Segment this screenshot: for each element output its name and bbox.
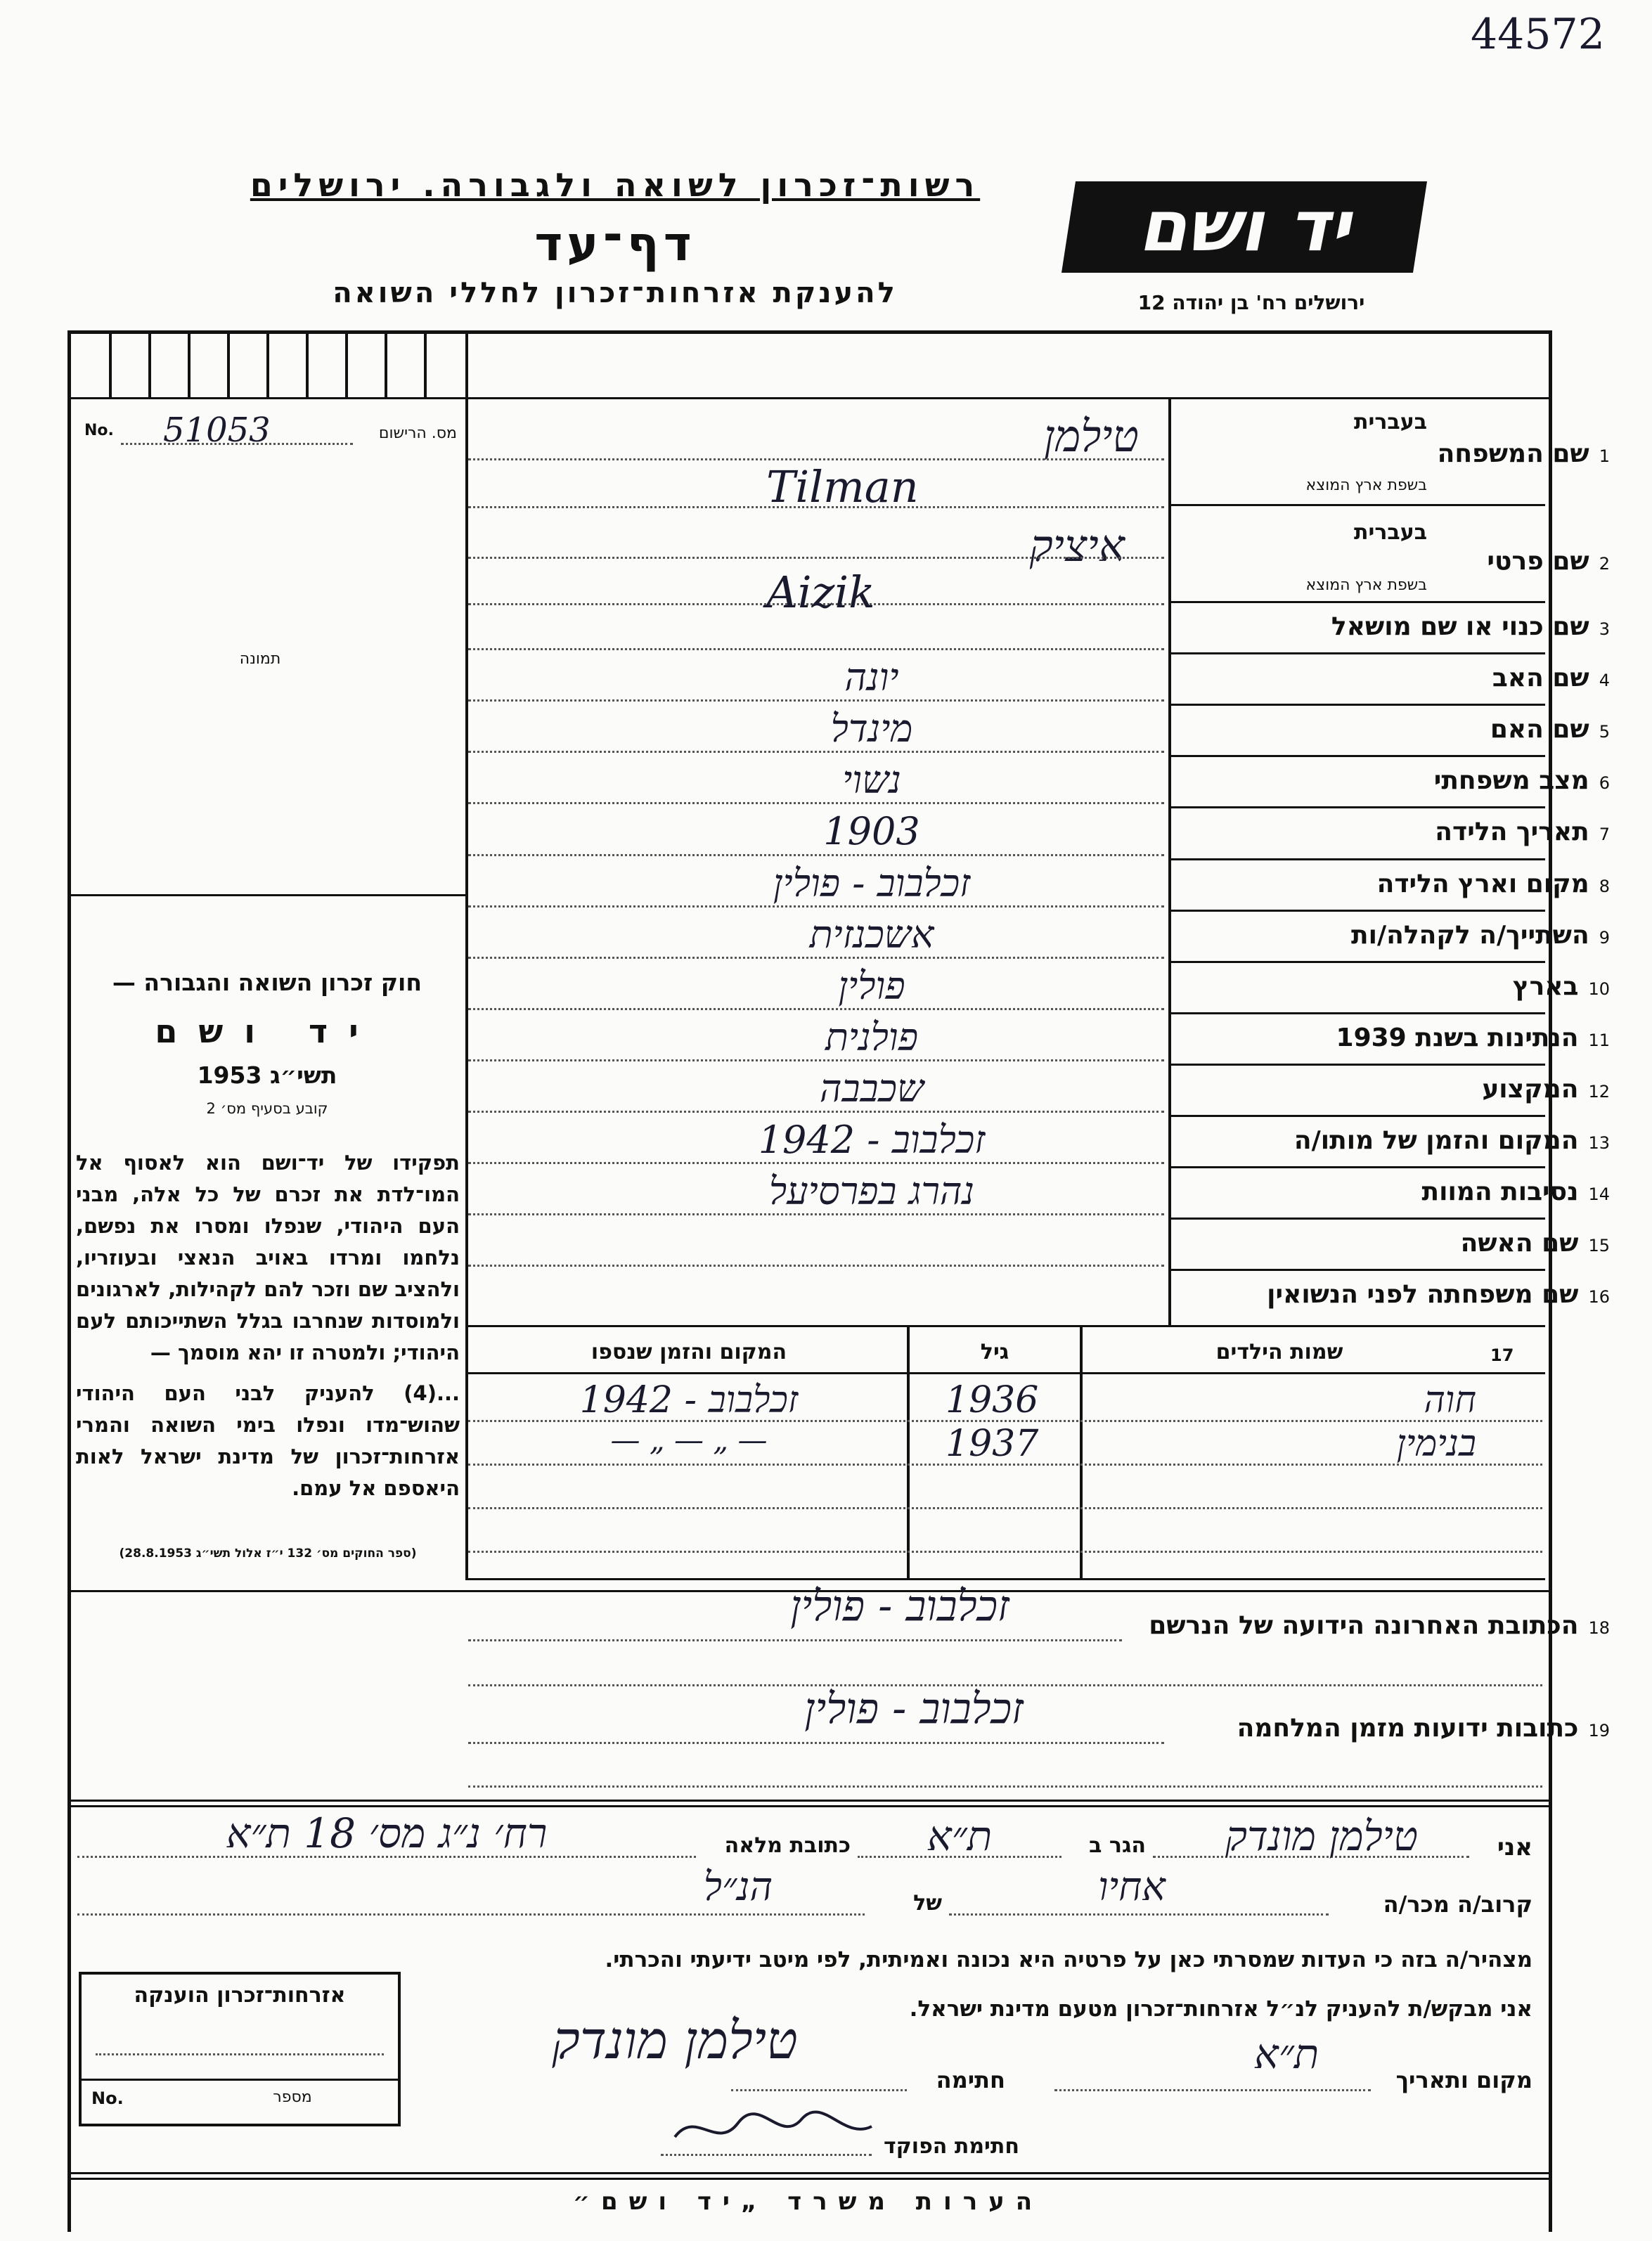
field-1-value: טילמן <box>1043 411 1139 462</box>
field-7-label <box>1435 818 1610 846</box>
field-2-sub-bottom: בשפת ארץ המוצא <box>1305 576 1427 594</box>
field-9-text: השתייך/ה לקהלה/ות <box>1351 920 1589 950</box>
field-10-text: בארץ <box>1512 971 1579 1001</box>
place-date-value: ת״א <box>1253 2030 1319 2078</box>
field-6-value: נשוי <box>842 758 901 803</box>
child-1-place: זכלבוב - 1942 <box>579 1379 799 1421</box>
child-2-age: 1937 <box>946 1423 1039 1465</box>
field-4-value: יונה <box>844 655 899 700</box>
field-12-label <box>1482 1075 1610 1104</box>
grant-box <box>79 1972 401 2126</box>
declarant-address: רח׳ נ״ג מס׳ 18 ת״א <box>226 1809 548 1857</box>
field-9-label <box>1351 921 1610 950</box>
grant-box-no: No. <box>91 2088 124 2108</box>
field-3-num: 3 <box>1599 619 1610 639</box>
field-3-text: שם כנוי או שם מושאל <box>1331 612 1589 641</box>
field-2-num: 2 <box>1599 554 1610 574</box>
law-title: חוק זכרון השואה והגבורה — <box>112 969 422 996</box>
field-1-num: 1 <box>1599 446 1610 466</box>
field-2-value-latin: Aizik <box>766 567 875 618</box>
field-8-text: מקום וארץ הלידה <box>1376 869 1589 898</box>
field-12-value: שכבבה <box>819 1066 924 1111</box>
field-13-num: 13 <box>1588 1133 1610 1153</box>
child-2-name: בנימין <box>1396 1423 1476 1465</box>
field-10-label <box>1513 972 1610 1001</box>
field-7-num: 7 <box>1599 825 1610 845</box>
field-15-num: 15 <box>1588 1236 1610 1256</box>
field-16-text: שם משפחתה לפני הנשואין <box>1267 1280 1579 1310</box>
field-11-num: 11 <box>1588 1030 1610 1050</box>
field-13-label <box>1294 1126 1610 1155</box>
field-18-value: זכלבוב - פולין <box>790 1582 1009 1631</box>
field-1-label <box>1438 439 1610 468</box>
law-citation: (ספר החוקים מס׳ 132 י״ז אלול תשי״ג 28.8.1953) <box>119 1546 417 1561</box>
field-14-label <box>1422 1177 1610 1206</box>
field-11-value: פולנית <box>825 1014 919 1059</box>
field-12-num: 12 <box>1588 1081 1610 1102</box>
field-4-text: שם האב <box>1492 664 1589 693</box>
declarant-city: ת״א <box>927 1812 993 1860</box>
field-14-num: 14 <box>1588 1184 1610 1205</box>
code-boxes-grid <box>71 334 465 397</box>
declaration-text: מצהיר/ה בזה כי העדות שמסרתי כאן על פרטיה היא נכונה ואמיתית, לפי מיטב ידיעתי והכרתי. <box>605 1947 1532 1972</box>
grant-box-title: אזרחות־זכרון הוענקה <box>134 1983 346 2008</box>
signature-value: טילמן מונדק <box>552 2010 798 2071</box>
law-text-2: ...(4) להעניק לבני העם היהודי שהוש־מדו ונפלו בימי השואה והמרי אזרחות־זכרון של מדינת ישראל לאות היאספם אל עמם. <box>76 1381 460 1500</box>
field-4-num: 4 <box>1599 671 1610 691</box>
form-title: דף־עד <box>534 217 696 272</box>
commissioner-label: חתימת הפוקד <box>884 2134 1019 2159</box>
field-5-value: מינדל <box>830 706 913 751</box>
registration-label-he: מס. הרישום <box>378 425 457 442</box>
field-12-text: המקצוע <box>1482 1074 1579 1104</box>
field-1-text: שם המשפחה <box>1437 439 1589 468</box>
field-11-label <box>1336 1023 1610 1052</box>
field-9-value: אשכנזית <box>809 912 934 957</box>
field-13-text: המקום והזמן של מותו/ה <box>1293 1126 1579 1155</box>
yad-vashem-logo <box>1061 181 1427 273</box>
law-clause: קובע בסעיף מס׳ 2 <box>206 1100 328 1117</box>
field-2-text: שם פרטי <box>1487 547 1589 576</box>
field-7-value: 1903 <box>823 809 920 854</box>
logo-text: יד ושם <box>1138 185 1350 267</box>
child-1-age: 1936 <box>946 1379 1039 1421</box>
field-15-label <box>1461 1229 1610 1258</box>
field-5-num: 5 <box>1599 722 1610 742</box>
field-7-text: תאריך הלידה <box>1435 818 1589 847</box>
commissioner-signature <box>668 2102 879 2161</box>
grant-box-number-label: מספר <box>273 2088 312 2106</box>
law-name: יד ושם <box>155 1012 380 1050</box>
child-2-place: — „ — „ — <box>610 1423 768 1457</box>
children-header-place: המקום והזמן שנספו <box>591 1340 787 1364</box>
archive-number: 44572 <box>1471 10 1605 59</box>
child-1-name: חוה <box>1424 1379 1476 1421</box>
law-text-1: תפקידו של יד־ושם הוא לאסוף אל המו־לדת את זכרם של כל אלה, מבני העם היהודי, שנפלו ומסרו את נפשם, נלחמו ומרדו באויב הנאצי ובעוזריו, ולהציב שם וזכר להם לקהילות, לארגונים ולמוסדות שנחרבו בגלל השתייכותם לעם היהודי; ולמטרה זו יהא מוסמך — <box>76 1151 460 1364</box>
children-num: 17 <box>1490 1345 1514 1365</box>
declarant-address-label: כתובת מלאה <box>724 1833 851 1858</box>
field-3-label <box>1331 612 1610 641</box>
authority-name: רשות־זכרון לשואה ולגבורה. ירושלים <box>250 166 981 204</box>
field-9-num: 9 <box>1599 927 1610 948</box>
field-2-sub-top: בעברית <box>1354 520 1427 545</box>
field-2-value: איציק <box>1029 520 1125 571</box>
field-2-label <box>1487 547 1610 576</box>
photo-label: תמונה <box>239 650 281 668</box>
signature-label: חתימה <box>936 2067 1005 2093</box>
law-year: תשי״ג 1953 <box>197 1061 337 1089</box>
field-18-text: הכתובת האחרונה הידועה של הנרשם <box>1149 1611 1579 1640</box>
children-header-name: שמות הילדים <box>1215 1340 1343 1364</box>
field-8-value: זכלבוב - פולין <box>773 860 971 905</box>
remarks-label: הערות משרד „יד ושם״ <box>572 2188 1044 2216</box>
field-1-sub-bottom: בשפת ארץ המוצא <box>1305 477 1427 494</box>
of-label: של <box>913 1891 942 1916</box>
field-19-text: כתובות ידועות מזמן המלחמה <box>1237 1714 1579 1743</box>
field-15-text: שם האשה <box>1460 1229 1579 1258</box>
field-11-text: הנתינות בשנת 1939 <box>1336 1023 1579 1052</box>
children-header-age: גיל <box>980 1340 1009 1364</box>
field-5-label <box>1490 715 1610 744</box>
field-19-value: זכלבוב - פולין <box>804 1684 1024 1733</box>
field-8-label <box>1377 870 1610 898</box>
relation-label: קרוב/ה מכר/ה <box>1383 1891 1532 1918</box>
field-6-num: 6 <box>1599 773 1610 794</box>
field-6-text: מצב משפחתי <box>1433 766 1589 796</box>
commissioner-scribble <box>668 2102 879 2158</box>
field-6-label <box>1434 766 1610 795</box>
field-1-value-latin: Tilman <box>766 461 919 512</box>
registration-number: 51053 <box>163 411 271 450</box>
request-text: אני מבקש/ת להעניק לנ״ל אזרחות־זכרון מטעם מדינת ישראל. <box>909 1996 1532 2022</box>
field-8-num: 8 <box>1599 876 1610 896</box>
code-boxes <box>71 334 465 400</box>
of-value: הנ״ל <box>703 1864 773 1910</box>
relation-value: אחיו <box>1098 1864 1166 1910</box>
declarant-resides-label: הגר ב <box>1089 1833 1146 1858</box>
field-18-num: 18 <box>1588 1618 1610 1638</box>
field-19-num: 19 <box>1588 1721 1610 1741</box>
field-1-sub-top: בעברית <box>1354 410 1427 434</box>
field-16-num: 16 <box>1588 1287 1610 1307</box>
field-14-text: נסיבות המוות <box>1421 1177 1579 1207</box>
field-13-value: זכלבוב - 1942 <box>758 1118 986 1162</box>
declarant-i-label: אני <box>1497 1833 1532 1861</box>
place-date-label: מקום ותאריך <box>1395 2067 1532 2093</box>
field-18-label <box>1149 1611 1610 1640</box>
registration-label-en: No. <box>84 422 114 439</box>
field-5-text: שם האם <box>1490 715 1589 744</box>
field-16-label <box>1267 1280 1610 1309</box>
declarant-name: טילמן מונדק <box>1225 1812 1419 1860</box>
field-4-label <box>1492 664 1610 692</box>
form-subtitle: להענקת אזרחות־זכרון לחללי השואה <box>333 277 898 309</box>
field-10-value: פולין <box>838 963 905 1008</box>
field-14-value: נהרג בפרסיעל <box>768 1169 975 1214</box>
field-19-label <box>1237 1714 1610 1743</box>
field-10-num: 10 <box>1588 979 1610 999</box>
logo-address: ירושלים רח' בן יהודה 12 <box>1137 291 1365 314</box>
